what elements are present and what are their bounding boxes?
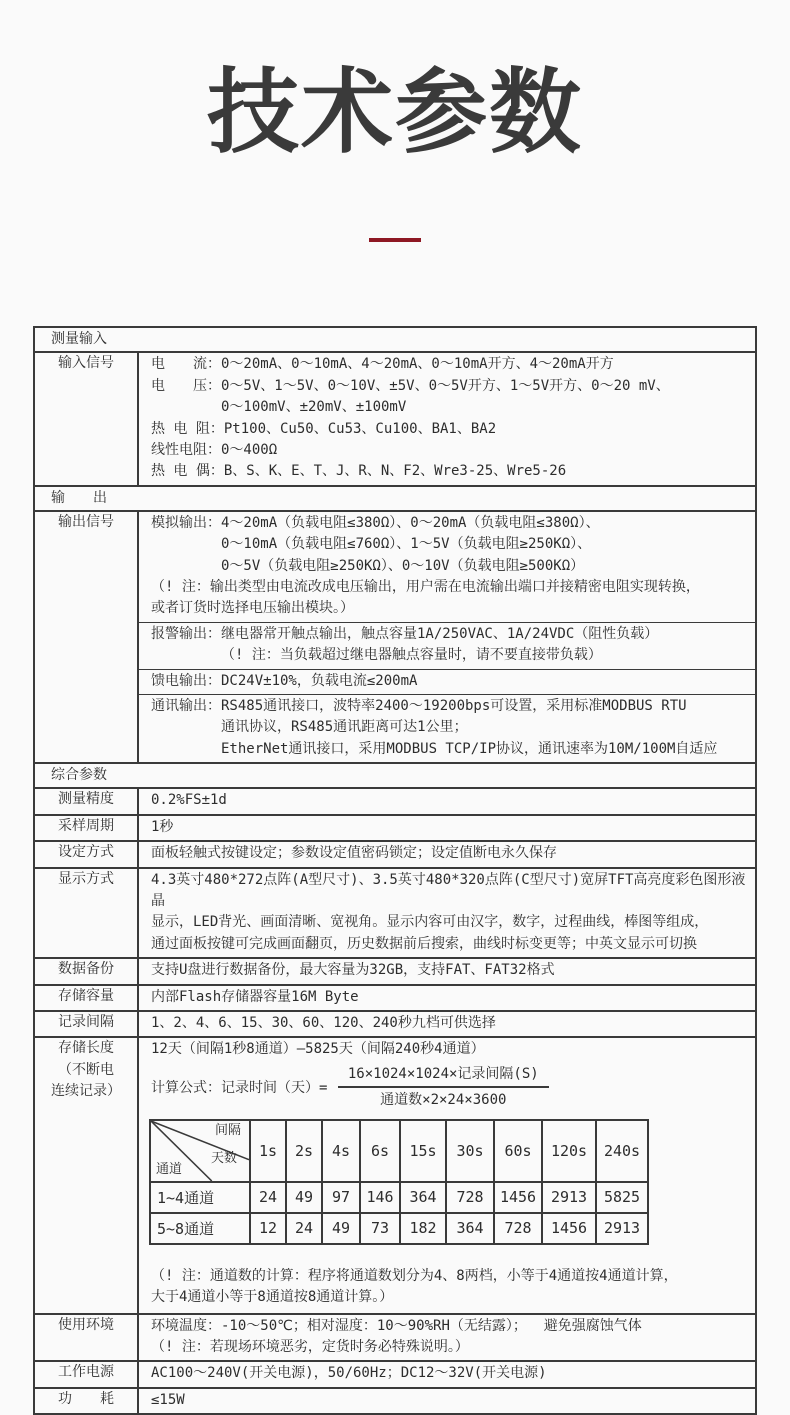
days-value-cell: 97: [322, 1182, 360, 1213]
value-block: [139, 842, 755, 866]
value-block: [139, 1389, 755, 1413]
spec-line: 0～5V（负载电阻≥250KΩ）、0～10V（负载电阻≥500KΩ）: [221, 557, 585, 574]
spec-line: EtherNet通讯接口，采用MODBUS TCP/IP协议，通讯速率为10M/100M自适应: [221, 740, 718, 757]
row-label: [34, 511, 138, 763]
spec-section-row: [34, 327, 756, 352]
row-label: [34, 985, 138, 1011]
row-label: [34, 788, 138, 814]
row-label-line: 输入信号: [58, 355, 114, 372]
days-value-cell: 2913: [596, 1213, 648, 1244]
days-value-cell: 73: [360, 1213, 400, 1244]
row-label: [34, 815, 138, 841]
storage-table-header-row: [150, 1120, 648, 1182]
formula-prefix: 计算公式：记录时间（天）=: [151, 1079, 336, 1096]
spec-line: 支持U盘进行数据备份，最大容量为32GB，支持FAT、FAT32格式: [151, 962, 555, 979]
row-label-line: 工作电源: [58, 1364, 114, 1381]
row-value: [138, 868, 756, 959]
corner-label-channel: 通道: [156, 1161, 183, 1177]
row-label: [34, 841, 138, 867]
row-label: [34, 1361, 138, 1387]
spec-row-row: [34, 511, 756, 763]
spec-line: 馈电输出：DC24V±10%，负载电流≤200mA: [151, 672, 418, 689]
spec-line: 报警输出：继电器常开触点输出，触点容量1A/250VAC、1A/24VDC（阻性负载）: [151, 625, 659, 642]
days-value-cell: 49: [286, 1182, 322, 1213]
spec-line: 电 压：0～5V、1～5V、0～10V、±5V、0～5V开方、1～5V开方、0～20 mV、: [151, 377, 670, 394]
formula-fraction: [338, 1064, 549, 1110]
spec-line: 或者订货时选择电压输出模块。）: [151, 600, 354, 617]
spec-table: [33, 326, 757, 1415]
days-value-cell: 24: [286, 1213, 322, 1244]
storage-content: [139, 1038, 755, 1312]
spec-line: （! 注：若现场环境恶劣，定货时务必特殊说明。）: [151, 1338, 469, 1355]
spec-line: ≤15W: [151, 1391, 185, 1408]
row-value: [138, 841, 756, 867]
row-label: [34, 352, 138, 485]
row-label: [34, 1011, 138, 1037]
row-label-line: 设定方式: [58, 844, 114, 861]
value-block: [139, 959, 755, 983]
section-label: 输 出: [34, 486, 756, 511]
days-value-cell: 1456: [494, 1182, 542, 1213]
spec-line: 4.3英寸480*272点阵(A型尺寸)、3.5英寸480*320点阵(C型尺寸)宽屏TFT高亮度彩色图形液晶: [151, 871, 746, 909]
channel-row-label: 1~4通道: [150, 1182, 250, 1213]
days-value-cell: 12: [250, 1213, 286, 1244]
value-block: [139, 1315, 755, 1361]
value-block: [139, 669, 755, 694]
interval-header-cell: 15s: [400, 1120, 446, 1182]
row-label: [34, 1037, 138, 1313]
days-value-cell: 5825: [596, 1182, 648, 1213]
diagonal-header-cell: [150, 1120, 250, 1182]
spec-line: 热 电 阻：Pt100、Cu50、Cu53、Cu100、BA1、BA2: [151, 420, 497, 437]
formula-numerator: 16×1024×1024×记录间隔(S): [338, 1064, 549, 1088]
spec-row-row: [34, 868, 756, 959]
row-value: [138, 511, 756, 763]
spec-line: 0.2%FS±1d: [151, 792, 227, 809]
row-label-line: 测量精度: [58, 791, 114, 808]
spec-line: 通过面板按键可完成画面翻页，历史数据前后搜索，曲线时标变更等；中英文显示可切换: [151, 935, 697, 952]
row-label-line: 连续记录）: [51, 1083, 121, 1100]
formula-denominator: 通道数×2×24×3600: [380, 1091, 507, 1108]
value-block: [139, 986, 755, 1010]
title-divider: [369, 238, 421, 242]
spec-line: （! 注：当负载超过继电器触点容量时，请不要直接带负载）: [221, 647, 602, 664]
page-title: 技术参数: [206, 59, 583, 166]
spec-line: 0～100mV、±20mV、±100mV: [221, 399, 407, 416]
interval-header-cell: 240s: [596, 1120, 648, 1182]
row-value: [138, 1011, 756, 1037]
spec-line: AC100～240V(开关电源)，50/60Hz；DC12～32V(开关电源): [151, 1365, 547, 1382]
spec-row-row: [34, 1011, 756, 1037]
spec-line: 模拟输出：4～20mA（负载电阻≤380Ω）、0～20mA（负载电阻≤380Ω）、: [151, 514, 600, 531]
value-block: [139, 1362, 755, 1386]
storage-note-line: 大于4通道小等于8通道按8通道计算。）: [151, 1289, 394, 1306]
row-label: [34, 868, 138, 959]
spec-line: （! 注：输出类型由电流改成电压输出，用户需在电流输出端口并接精密电阻实现转换，: [151, 579, 700, 596]
days-value-cell: 49: [322, 1213, 360, 1244]
row-label-line: 显示方式: [58, 870, 114, 887]
interval-header-cell: 120s: [542, 1120, 596, 1182]
spec-line: 电 流：0～20mA、0～10mA、4～20mA、0～10mA开方、4～20mA开方: [151, 356, 614, 373]
row-label-line: 使用环境: [58, 1316, 114, 1333]
row-label-line: （不断电: [58, 1061, 114, 1078]
value-block: [139, 622, 755, 669]
row-value: [138, 1361, 756, 1387]
row-label-line: 数据备份: [58, 961, 114, 978]
row-label: [34, 1388, 138, 1414]
spec-row-row: [34, 841, 756, 867]
spec-row-row: [34, 815, 756, 841]
interval-header-cell: 2s: [286, 1120, 322, 1182]
spec-row-row: [34, 1314, 756, 1362]
days-value-cell: 364: [446, 1213, 494, 1244]
value-block: [139, 512, 755, 622]
row-value: [138, 1314, 756, 1362]
row-label-line: 输出信号: [58, 513, 114, 530]
row-label-line: 记录间隔: [58, 1013, 114, 1030]
days-value-cell: 728: [446, 1182, 494, 1213]
days-value-cell: 146: [360, 1182, 400, 1213]
interval-header-cell: 1s: [250, 1120, 286, 1182]
interval-header-cell: 30s: [446, 1120, 494, 1182]
spec-row-row: [34, 985, 756, 1011]
spec-line: 环境温度：-10～50℃；相对湿度：10～90%RH（无结露）； 避免强腐蚀气体: [151, 1317, 642, 1334]
spec-line: 线性电阻：0～400Ω: [151, 442, 278, 459]
row-value: [138, 815, 756, 841]
storage-table: [149, 1119, 649, 1245]
spec-row-row: [34, 788, 756, 814]
spec-line: 面板轻触式按键设定；参数设定值密码锁定；设定值断电永久保存: [151, 845, 557, 862]
value-block: [139, 869, 755, 958]
storage-table-row: [150, 1182, 648, 1213]
row-label: [34, 1314, 138, 1362]
spec-row-row: [34, 1361, 756, 1387]
section-label: 综合参数: [34, 763, 756, 788]
section-label: 测量输入: [34, 327, 756, 352]
corner-label-interval: 间隔: [214, 1122, 241, 1138]
storage-note-line: （! 注：通道数的计算：程序将通道数划分为4、8两档，小等于4通道按4通道计算，: [151, 1267, 678, 1284]
channel-row-label: 5~8通道: [150, 1213, 250, 1244]
days-value-cell: 24: [250, 1182, 286, 1213]
row-value: [138, 352, 756, 485]
row-label-line: 存储长度: [58, 1040, 114, 1057]
storage-formula: [151, 1064, 751, 1110]
spec-row-row: [34, 958, 756, 984]
interval-header-cell: 6s: [360, 1120, 400, 1182]
days-value-cell: 182: [400, 1213, 446, 1244]
row-value: [138, 1037, 756, 1313]
row-label-line: 存储容量: [58, 987, 114, 1004]
row-value: [138, 788, 756, 814]
spec-table-body: [34, 327, 756, 1414]
row-value: [138, 958, 756, 984]
days-value-cell: 1456: [542, 1213, 596, 1244]
days-value-cell: 2913: [542, 1182, 596, 1213]
interval-header-cell: 60s: [494, 1120, 542, 1182]
spec-line: 通讯输出：RS485通讯接口，波特率2400～19200bps可设置，采用标准MODBUS RTU: [151, 698, 687, 715]
spec-row-row: [34, 352, 756, 485]
storage-table-row: [150, 1213, 648, 1244]
spec-line: 1、2、4、6、15、30、60、120、240秒九档可供选择: [151, 1014, 496, 1031]
corner-label-days: 天数: [210, 1150, 237, 1166]
spec-line: 通讯协议，RS485通讯距离可达1公里；: [221, 719, 468, 736]
row-label-line: 采样周期: [58, 817, 114, 834]
value-block: [139, 816, 755, 840]
spec-row-row: [34, 1388, 756, 1414]
row-label-line: 功 耗: [58, 1390, 114, 1407]
value-block: [139, 1012, 755, 1036]
spec-line: 0～10mA（负载电阻≤760Ω）、1～5V（负载电阻≥250KΩ）、: [221, 536, 592, 553]
interval-header-cell: 4s: [322, 1120, 360, 1182]
row-value: [138, 1388, 756, 1414]
spec-line: 显示，LED背光、画面清晰、宽视角。显示内容可由汉字，数字，过程曲线，棒图等组成，: [151, 914, 709, 931]
spec-storage-row: [34, 1037, 756, 1313]
value-block: [139, 694, 755, 762]
value-block: [139, 789, 755, 813]
row-label: [34, 958, 138, 984]
days-value-cell: 364: [400, 1182, 446, 1213]
days-value-cell: 728: [494, 1213, 542, 1244]
spec-section-row: [34, 763, 756, 788]
row-value: [138, 985, 756, 1011]
value-block: [139, 353, 755, 484]
spec-line: 内部Flash存储器容量16M Byte: [151, 988, 359, 1005]
storage-intro-line: 12天（间隔1秒8通道）—5825天（间隔240秒4通道）: [151, 1041, 485, 1058]
spec-section-row: [34, 486, 756, 511]
spec-line: 1秒: [151, 818, 174, 835]
spec-line: 热 电 偶：B、S、K、E、T、J、R、N、F2、Wre3-25、Wre5-26: [151, 463, 567, 480]
